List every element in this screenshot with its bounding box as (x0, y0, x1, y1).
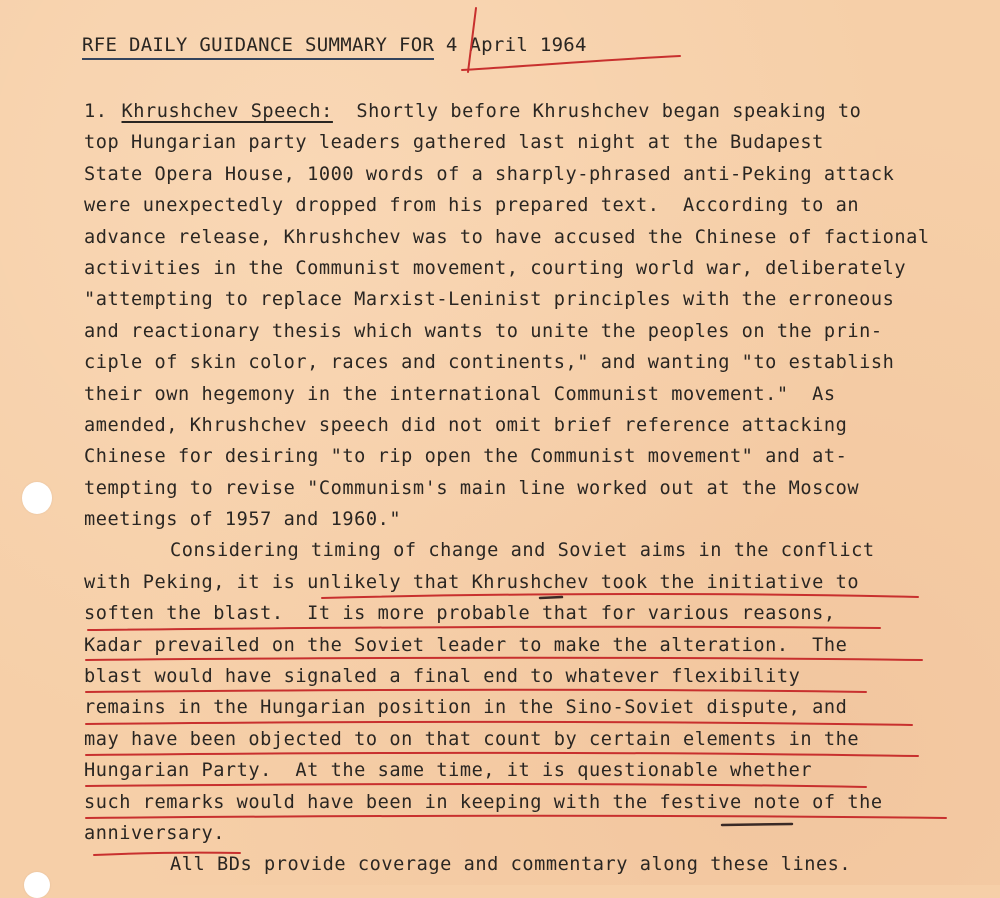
item-first-line-text: Shortly before Khrushchev began speaking to (356, 101, 862, 122)
punch-hole (24, 872, 50, 898)
section-title: Khrushchev Speech: (121, 101, 333, 122)
text-line: soften the blast. It is more probable that for various reasons, (84, 603, 836, 625)
text-line: Considering timing of change and Soviet aims in the conflict (170, 540, 875, 562)
item-number: 1. (84, 101, 108, 122)
text-line: Chinese for desiring "to rip open the Communist movement" and at- (84, 446, 848, 468)
header-date: 4 April 1964 (445, 34, 587, 56)
text-line: "attempting to replace Marxist-Leninist principles with the erroneous (84, 289, 895, 311)
header-title: RFE DAILY GUIDANCE SUMMARY FOR (82, 34, 434, 60)
item-first-line (84, 96, 994, 127)
text-line: amended, Khrushchev speech did not omit brief reference attacking (84, 414, 848, 436)
document-header (82, 34, 587, 56)
text-line: blast would have signaled a final end to whatever flexibility (84, 666, 801, 688)
text-line: advance release, Khrushchev was to have accused the Chinese of factional (84, 226, 930, 248)
text-line: All BDs provide coverage and commentary along these lines. (170, 854, 852, 876)
text-line: remains in the Hungarian position in the Sino-Soviet dispute, and (84, 697, 848, 719)
text-line: State Opera House, 1000 words of a sharply-phrased anti-Peking attack (84, 163, 895, 185)
text-line: top Hungarian party leaders gathered last night at the Budapest (84, 132, 824, 154)
text-line: and reactionary thesis which wants to unite the peoples on the prin- (84, 320, 883, 342)
text-line: with Peking, it is unlikely that Khrushchev took the initiative to (84, 571, 860, 593)
text-line: tempting to revise "Communism's main line worked out at the Moscow (84, 477, 860, 499)
text-line: meetings of 1957 and 1960." (84, 509, 402, 531)
document-body (84, 96, 994, 881)
text-line: Kadar prevailed on the Soviet leader to make the alteration. The (84, 634, 848, 656)
text-line: their own hegemony in the international Communist movement." As (84, 383, 836, 405)
text-line: anniversary. (84, 822, 225, 844)
text-line: Hungarian Party. At the same time, it is questionable whether (84, 760, 813, 782)
text-line: may have been objected to on that count by certain elements in the (84, 728, 860, 750)
text-line: were unexpectedly dropped from his prepared text. According to an (84, 195, 860, 217)
text-line: ciple of skin color, races and continents," and wanting "to establish (84, 352, 895, 374)
punch-hole (22, 482, 52, 514)
text-line: activities in the Communist movement, courting world war, deliberately (84, 257, 907, 279)
pencil-mark (462, 56, 680, 70)
text-line: such remarks would have been in keeping with the festive note of the (84, 791, 883, 813)
